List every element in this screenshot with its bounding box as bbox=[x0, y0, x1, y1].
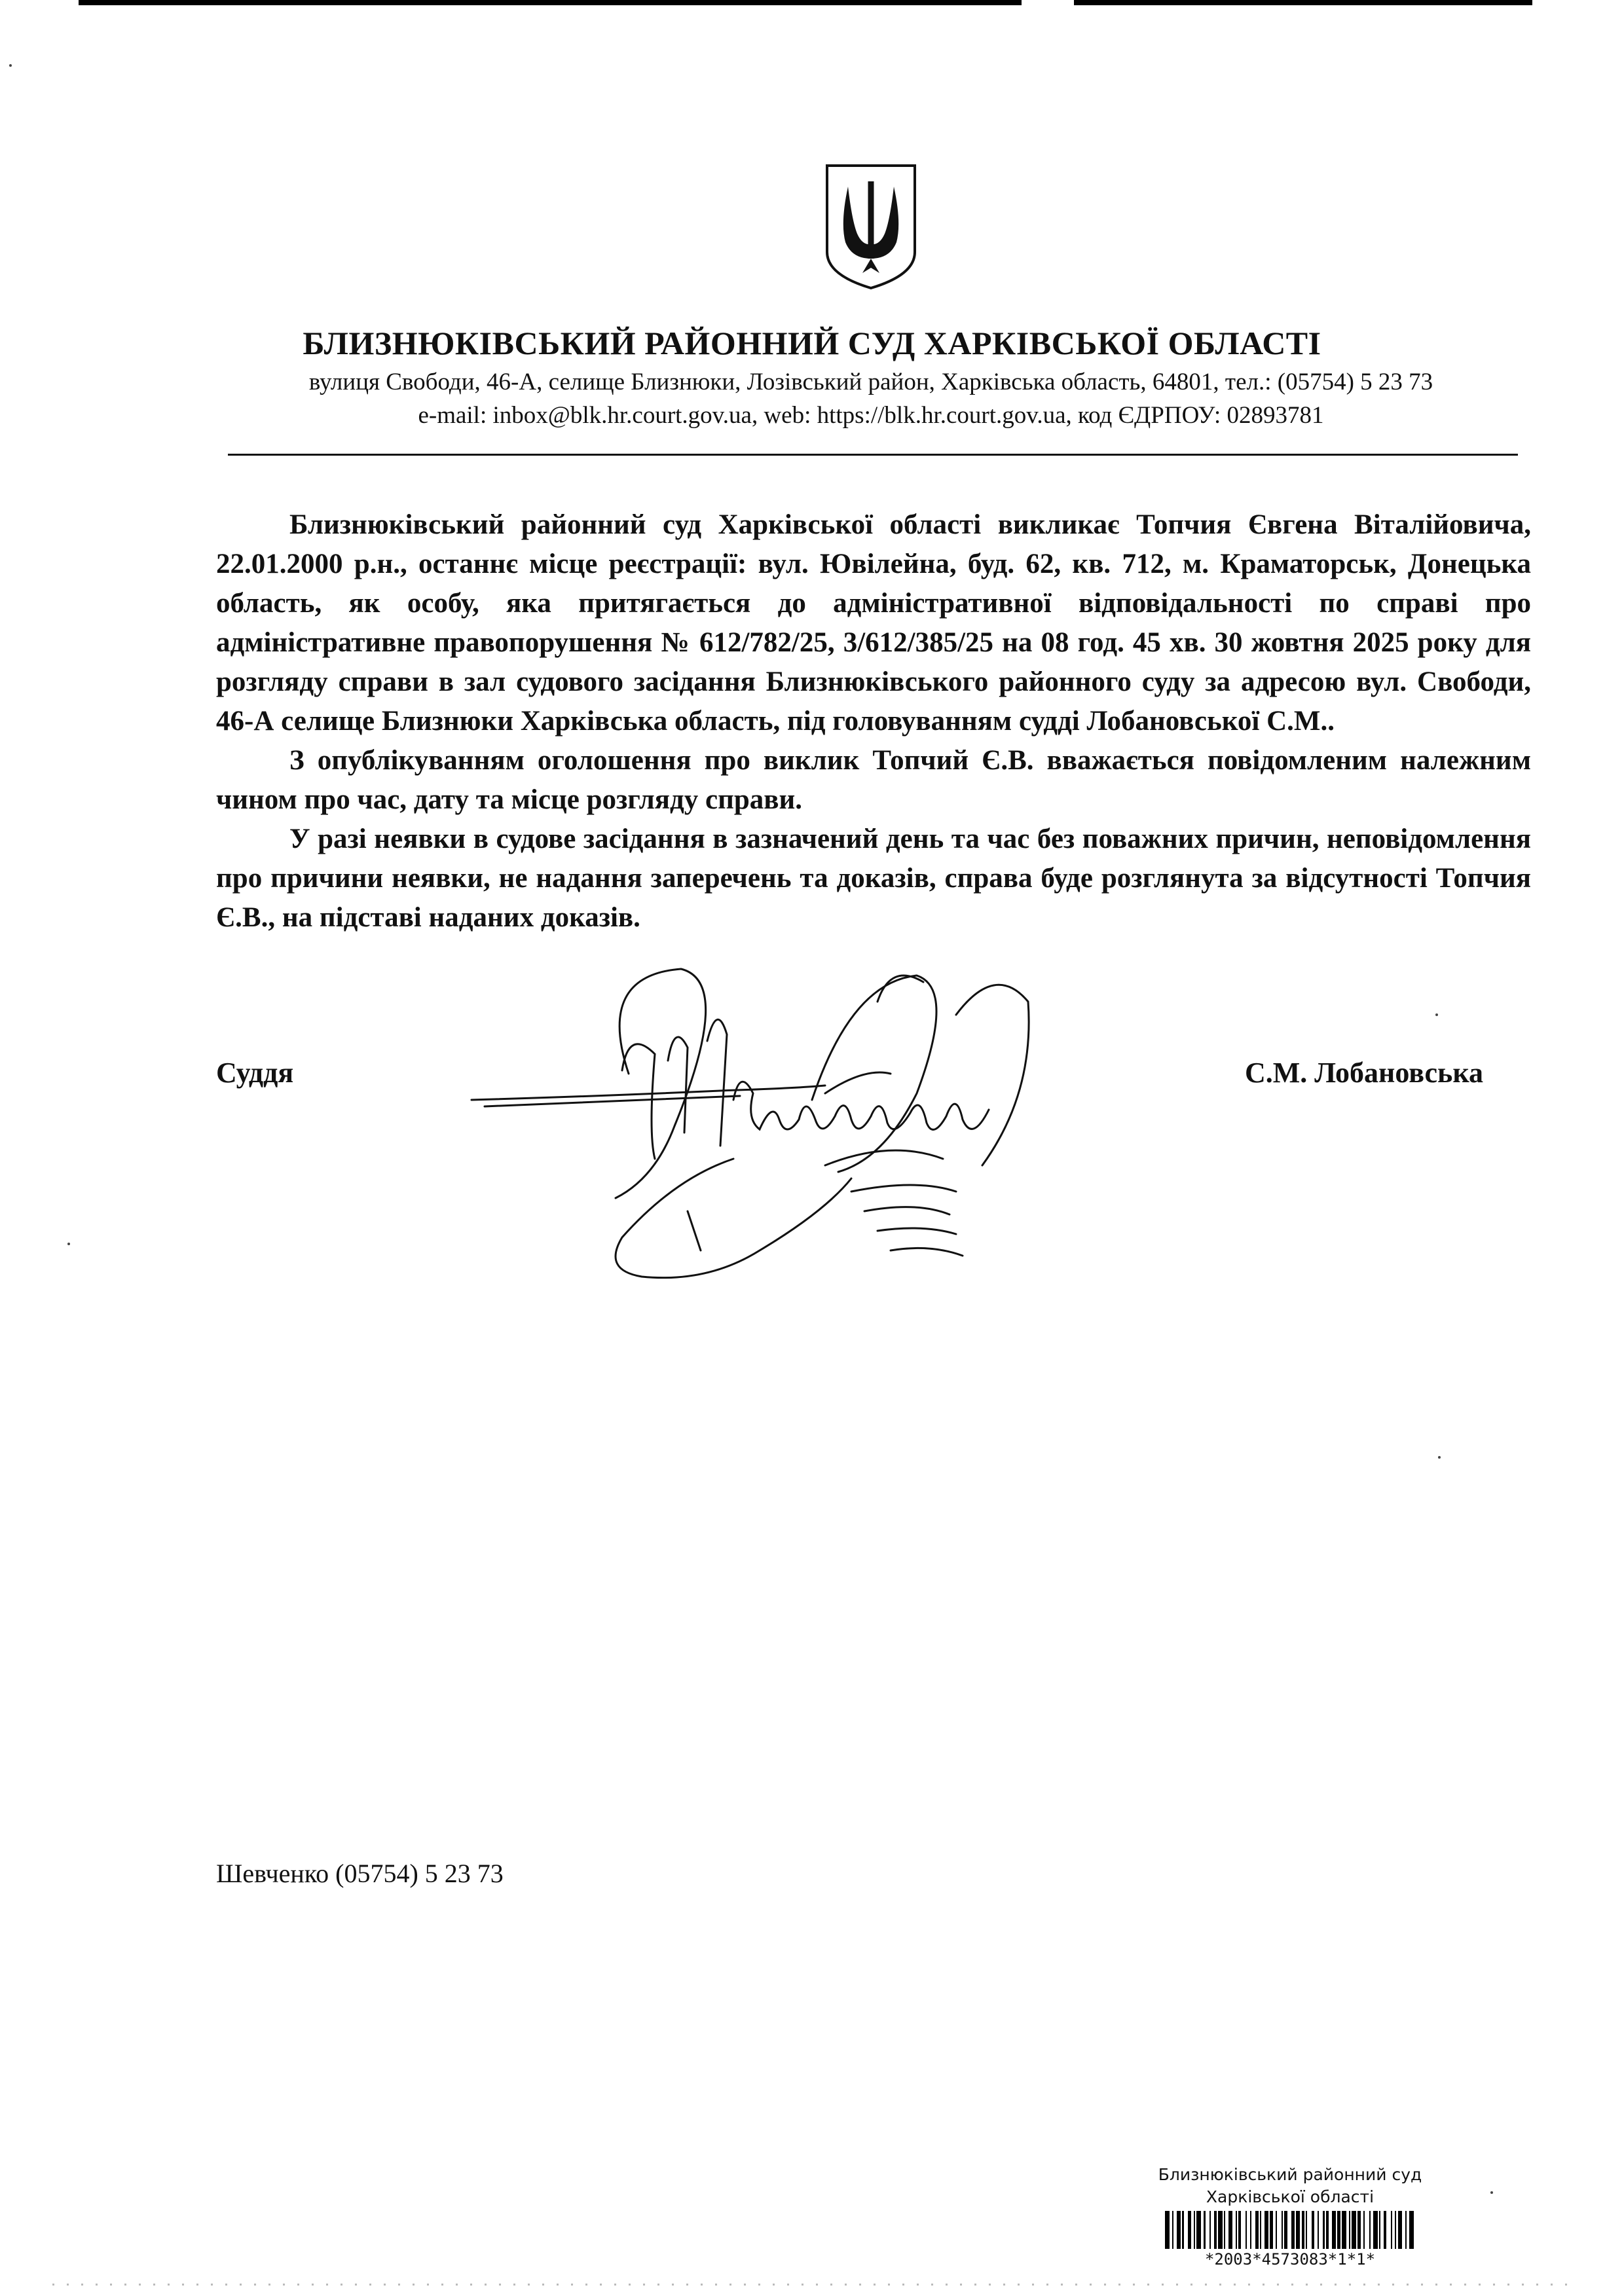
barcode-bar bbox=[1241, 2211, 1246, 2249]
notice-paragraph: З опублікуванням оголошення про виклик Топчий Є.В. вважається повідомленим належним чином про час, дату та місце розгляду справи. bbox=[216, 745, 1531, 815]
barcode-bar bbox=[1414, 2211, 1415, 2249]
stamp-court-name: Близнюківський районний суд bbox=[1158, 2165, 1422, 2184]
scan-speck bbox=[1438, 1456, 1441, 1459]
barcode-bar bbox=[1251, 2211, 1256, 2249]
barcode bbox=[1044, 2211, 1536, 2249]
court-contacts: e-mail: inbox@blk.hr.court.gov.ua, web: https://blk.hr.court.gov.ua, код ЄДРПОУ: 02893781 bbox=[418, 402, 1324, 429]
barcode-bar bbox=[1409, 2211, 1414, 2249]
notice-body bbox=[216, 505, 1531, 938]
barcode-bar bbox=[1398, 2211, 1403, 2249]
barcode-bar bbox=[1218, 2211, 1223, 2249]
barcode-bar bbox=[1342, 2211, 1346, 2249]
notice-paragraph: Близнюківський районний суд Харківської області викликає Топчия Євгена Віталійовича, 22.01.2000 р.н., останнє місце реєстрації: вул. Ювілейна, буд. 62, кв. 712, м. Краматорськ, Донецька область, як особу, яка притягається до адміністративної відповідальності по справі про адміністративне правопорушення № 612/782/25, 3/612/385/25 на 08 год. 45 хв. 30 жовтня 2025 року для розгляду справи в зал судового засідання Близнюківського районного суду за адресою вул. Свободи, 46-А селище Близнюки Харківська область, під головуванням судді Лобановської С.М.. bbox=[216, 509, 1531, 737]
barcode-bar bbox=[1277, 2211, 1282, 2249]
barcode-bar bbox=[1228, 2211, 1233, 2249]
scan-edge-left bbox=[79, 0, 1022, 5]
barcode-bar bbox=[1206, 2211, 1210, 2249]
barcode-bar bbox=[1296, 2211, 1301, 2249]
judge-name: С.М. Лобановська bbox=[1244, 1057, 1483, 1089]
barcode-number: *2003*4573083*1*1* bbox=[1204, 2250, 1376, 2269]
barcode-bar bbox=[1184, 2211, 1189, 2249]
barcode-bar bbox=[1386, 2211, 1391, 2249]
scan-speck bbox=[9, 64, 12, 67]
scan-dot-line bbox=[52, 2284, 1572, 2286]
court-name: БЛИЗНЮКІВСЬКИЙ РАЙОННИЙ СУД ХАРКІВСЬКОЇ ОБЛАСТІ bbox=[303, 325, 1321, 361]
barcode-bar bbox=[1264, 2211, 1269, 2249]
barcode-bar bbox=[1177, 2211, 1181, 2249]
court-address: вулиця Свободи, 46-А, селище Близнюки, Лозівський район, Харківська область, 64801, тел.: (05754) 5 23 73 bbox=[308, 369, 1433, 395]
scan-speck bbox=[67, 1243, 70, 1245]
header-divider bbox=[228, 454, 1518, 456]
barcode-bar bbox=[1373, 2211, 1378, 2249]
barcode-bar bbox=[1365, 2211, 1369, 2249]
coat-of-arms-icon bbox=[822, 160, 920, 291]
notice-paragraph: У разі неявки в судове засідання в зазначений день та час без поважних причин, неповідомлення про причини неявки, не надання заперечень та доказів, справа буде розглянута за відсутності Топчия Є.В., на підставі наданих доказів. bbox=[216, 824, 1531, 933]
barcode-bar bbox=[1196, 2211, 1201, 2249]
scan-edge-right bbox=[1074, 0, 1532, 5]
barcode-bar bbox=[1352, 2211, 1356, 2249]
barcode-bar bbox=[1332, 2211, 1337, 2249]
barcode-bar bbox=[1307, 2211, 1312, 2249]
barcode-bar bbox=[1165, 2211, 1170, 2249]
scan-speck bbox=[1435, 1013, 1438, 1016]
contact-person: Шевченко (05754) 5 23 73 bbox=[216, 1859, 504, 1888]
barcode-bar bbox=[1319, 2211, 1323, 2249]
barcode-bar bbox=[1287, 2211, 1292, 2249]
registry-stamp bbox=[1044, 2164, 1536, 2269]
stamp-region: Харківської області bbox=[1206, 2187, 1375, 2206]
handwritten-signature bbox=[458, 962, 1120, 1329]
judge-title: Суддя bbox=[216, 1057, 294, 1089]
